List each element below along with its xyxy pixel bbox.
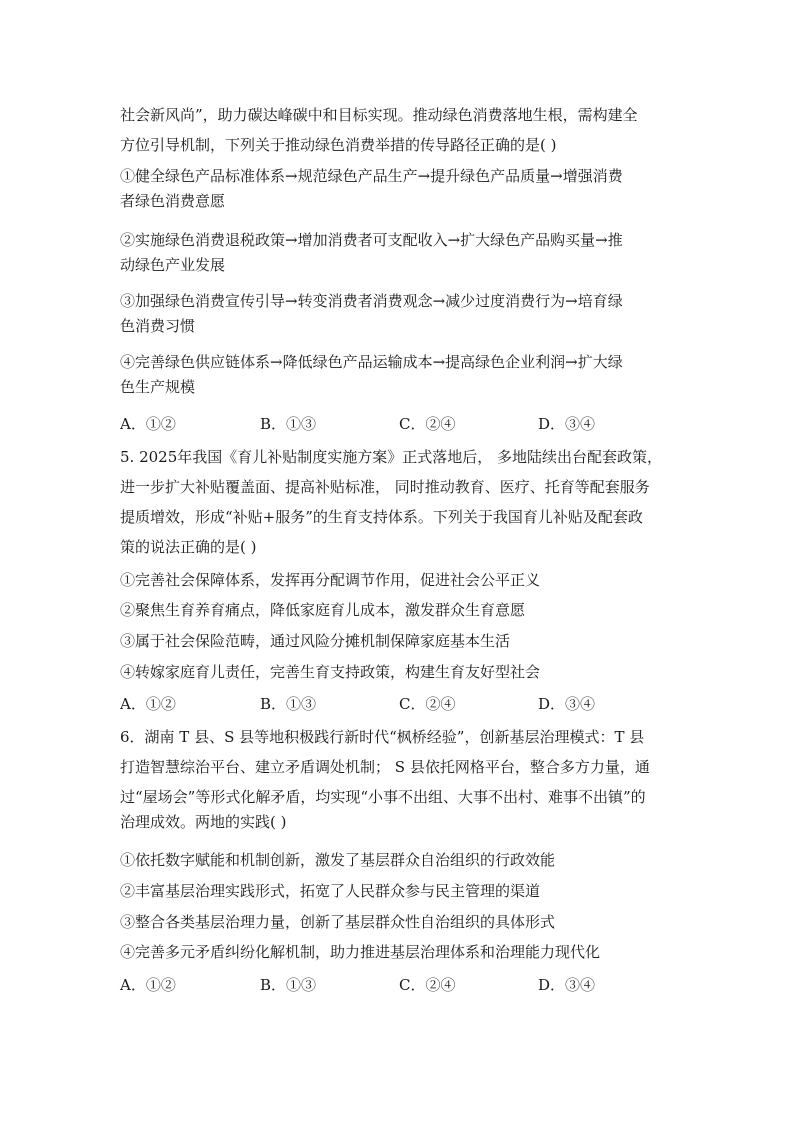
q5-options xyxy=(120,693,680,713)
q6-option-a[interactable]: A．①② xyxy=(120,976,176,994)
q4-statement-4-line-1: ④完善绿色供应链体系→降低绿色产品运输成本→提高绿色企业利润→扩大绿 xyxy=(120,353,623,371)
q6-stem-line-1: 6．湖南 T 县、S 县等地积极践行新时代“枫桥经验”，创新基层治理模式：T 县 xyxy=(120,728,645,746)
q4-statement-3-line-2: 色消费习惯 xyxy=(120,317,196,335)
q6-option-d[interactable]: D．③④ xyxy=(538,976,596,994)
q6-statement-2: ②丰富基层治理实践形式，拓宽了人民群众参与民主管理的渠道 xyxy=(120,882,541,900)
q4-statement-2-line-2: 动绿色产业发展 xyxy=(120,256,226,274)
q6-stem-line-2: 打造智慧综治平台、建立矛盾调处机制； S 县依托网格平台，整合多方力量，通 xyxy=(120,758,650,776)
q4-option-d[interactable]: D．③④ xyxy=(538,415,596,433)
q5-statement-4: ④转嫁家庭育儿责任，完善生育支持政策，构建生育友好型社会 xyxy=(120,663,541,681)
q4-statement-1-line-2: 者绿色消费意愿 xyxy=(120,192,226,210)
q5-stem-line-1: 5. 2025年我国《育儿补贴制度实施方案》正式落地后， 多地陆续出台配套政策， xyxy=(120,448,663,466)
q6-statement-3: ③整合各类基层治理力量，创新了基层群众性自治组织的具体形式 xyxy=(120,913,556,931)
q4-statement-2-line-1: ②实施绿色消费退税政策→增加消费者可支配收入→扩大绿色产品购买量→推 xyxy=(120,231,623,249)
q6-statement-4: ④完善多元矛盾纠纷化解机制，助力推进基层治理体系和治理能力现代化 xyxy=(120,943,601,961)
q6-option-c[interactable]: C．②④ xyxy=(399,976,456,994)
q4-option-b[interactable]: B．①③ xyxy=(260,415,317,433)
q5-option-c[interactable]: C．②④ xyxy=(399,695,456,713)
q4-statement-4-line-2: 色生产规模 xyxy=(120,378,196,396)
q5-option-a[interactable]: A．①② xyxy=(120,695,176,713)
q4-option-a[interactable]: A．①② xyxy=(120,415,176,433)
q5-option-b[interactable]: B．①③ xyxy=(260,695,317,713)
q4-statement-3-line-1: ③加强绿色消费宣传引导→转变消费者消费观念→减少过度消费行为→培育绿 xyxy=(120,292,623,310)
q4-option-c[interactable]: C．②④ xyxy=(399,415,456,433)
q5-stem-line-2: 进一步扩大补贴覆盖面、提高补贴标准， 同时推动教育、医疗、托育等配套服务 xyxy=(120,478,650,496)
q5-statement-3: ③属于社会保险范畴，通过风险分摊机制保障家庭基本生活 xyxy=(120,632,511,650)
q6-option-b[interactable]: B．①③ xyxy=(260,976,317,994)
q4-stem-line-2: 方位引导机制，下列关于推动绿色消费举措的传导路径正确的是( ) xyxy=(120,136,557,154)
q5-stem-line-4: 策的说法正确的是( ) xyxy=(120,538,257,556)
q4-options xyxy=(120,413,680,433)
q6-statement-1: ①依托数字赋能和机制创新，激发了基层群众自治组织的行政效能 xyxy=(120,851,556,869)
q5-option-d[interactable]: D．③④ xyxy=(538,695,596,713)
q5-stem-line-3: 提质增效，形成“补贴+服务”的生育支持体系。下列关于我国育儿补贴及配套政 xyxy=(120,508,643,526)
q5-statement-1: ①完善社会保障体系，发挥再分配调节作用，促进社会公平正义 xyxy=(120,571,541,589)
q6-stem-line-4: 治理成效。两地的实践( ) xyxy=(120,813,287,831)
q4-stem-line-1: 社会新风尚”，助力碳达峰碳中和目标实现。推动绿色消费落地生根，需构建全 xyxy=(120,106,638,124)
q4-statement-1-line-1: ①健全绿色产品标准体系→规范绿色产品生产→提升绿色产品质量→增强消费 xyxy=(120,167,623,185)
q6-stem-line-3: 过“屋场会”等形式化解矛盾，均实现“小事不出组、大事不出村、难事不出镇”的 xyxy=(120,788,646,806)
q6-options xyxy=(120,974,680,994)
q5-statement-2: ②聚焦生育养育痛点，降低家庭育儿成本，激发群众生育意愿 xyxy=(120,601,526,619)
